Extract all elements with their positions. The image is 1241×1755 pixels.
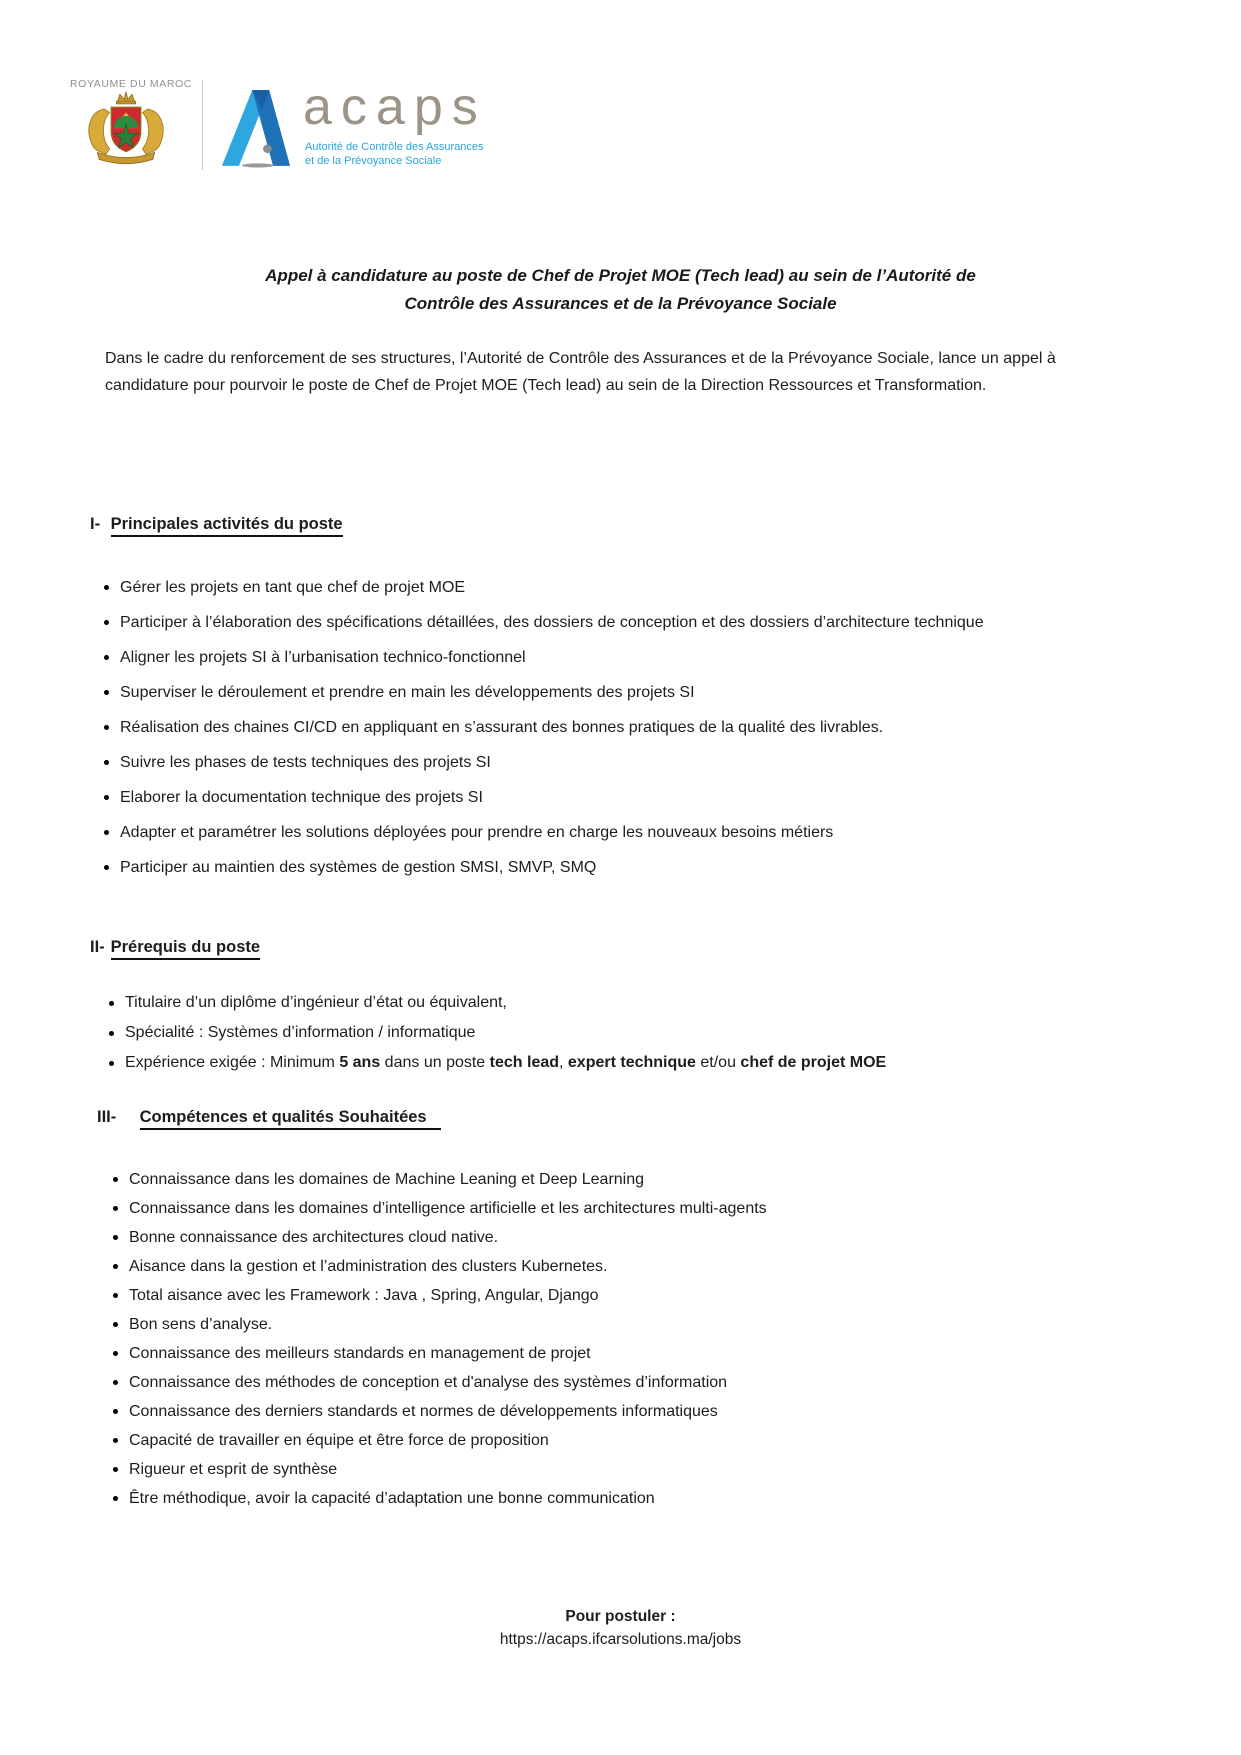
logo-wordmark: acaps bbox=[303, 78, 487, 136]
document-title-line2: Contrôle des Assurances et de la Prévoyance Sociale bbox=[404, 294, 837, 313]
list-item bbox=[108, 1018, 1138, 1048]
list-item bbox=[103, 640, 1137, 675]
bullet-icon bbox=[104, 795, 109, 800]
apply-label: Pour postuler : bbox=[565, 1608, 676, 1625]
bullet-icon bbox=[104, 760, 109, 765]
section-2-number: II- bbox=[90, 938, 105, 956]
bullet-icon bbox=[113, 1467, 118, 1472]
document-title bbox=[0, 262, 1241, 318]
bullet-icon bbox=[113, 1264, 118, 1269]
bullet-text: Total aisance avec les Framework : Java , Spring, Angular, Django bbox=[129, 1287, 599, 1304]
list-item bbox=[112, 1223, 1138, 1252]
list-item bbox=[103, 570, 1137, 605]
list-item bbox=[112, 1397, 1138, 1426]
bullet-text: Bon sens d’analyse. bbox=[129, 1316, 273, 1333]
bullet-icon bbox=[109, 1001, 114, 1006]
bullet-icon bbox=[104, 620, 109, 625]
list-item bbox=[112, 1339, 1138, 1368]
acaps-a-icon bbox=[220, 88, 292, 168]
list-item bbox=[103, 675, 1137, 710]
bullet-icon bbox=[104, 585, 109, 590]
bullet-text: Participer à l’élaboration des spécifications détaillées, des dossiers de conception et des dossiers d’architecture technique bbox=[120, 614, 984, 631]
list-item bbox=[112, 1165, 1138, 1194]
bullet-icon bbox=[113, 1438, 118, 1443]
bullet-icon bbox=[113, 1380, 118, 1385]
section-2-list bbox=[108, 988, 1138, 1078]
list-item bbox=[103, 815, 1137, 850]
bullet-icon bbox=[113, 1206, 118, 1211]
bullet-icon bbox=[104, 865, 109, 870]
list-item bbox=[112, 1194, 1138, 1223]
bullet-icon bbox=[113, 1235, 118, 1240]
list-item bbox=[112, 1310, 1138, 1339]
section-3-title: Compétences et qualités Souhaitées bbox=[140, 1108, 441, 1130]
logo-tagline-line1: Autorité de Contrôle des Assurances bbox=[305, 141, 484, 153]
bullet-text: Connaissance des derniers standards et normes de développements informatiques bbox=[129, 1403, 718, 1420]
bullet-text: Suivre les phases de tests techniques des projets SI bbox=[120, 754, 491, 771]
morocco-coat-of-arms-icon bbox=[78, 90, 174, 168]
bullet-icon bbox=[113, 1293, 118, 1298]
bullet-text: Connaissance des méthodes de conception et d'analyse des systèmes d’information bbox=[129, 1374, 728, 1391]
bullet-text: Rigueur et esprit de synthèse bbox=[129, 1461, 338, 1478]
section-1-title: Principales activités du poste bbox=[111, 515, 343, 537]
logo-tagline-line2: et de la Prévoyance Sociale bbox=[305, 155, 442, 167]
list-item bbox=[103, 745, 1137, 780]
bullet-text: Elaborer la documentation technique des projets SI bbox=[120, 789, 483, 806]
bullet-text: Capacité de travailler en équipe et être force de proposition bbox=[129, 1432, 549, 1449]
bullet-text: Aisance dans la gestion et l’administration des clusters Kubernetes. bbox=[129, 1258, 608, 1275]
bullet-text: Expérience exigée : Minimum 5 ans dans un poste tech lead, expert technique et/ou chef de projet MOE bbox=[125, 1054, 887, 1071]
section-3-list bbox=[112, 1165, 1138, 1513]
list-item bbox=[112, 1455, 1138, 1484]
bullet-icon bbox=[113, 1409, 118, 1414]
apply-url: https://acaps.ifcarsolutions.ma/jobs bbox=[499, 1631, 742, 1648]
section-1-list bbox=[103, 570, 1137, 885]
bullet-text: Aligner les projets SI à l’urbanisation technico-fonctionnel bbox=[120, 649, 526, 666]
bullet-icon bbox=[104, 690, 109, 695]
section-1-heading bbox=[90, 515, 343, 534]
bullet-icon bbox=[104, 725, 109, 730]
list-item bbox=[103, 710, 1137, 745]
bullet-text: Gérer les projets en tant que chef de projet MOE bbox=[120, 579, 466, 596]
list-item bbox=[103, 605, 1137, 640]
bullet-icon bbox=[104, 830, 109, 835]
bullet-icon bbox=[113, 1177, 118, 1182]
kingdom-label: ROYAUME DU MAROC bbox=[70, 78, 192, 90]
bullet-text: Superviser le déroulement et prendre en main les développements des projets SI bbox=[120, 684, 695, 701]
list-item bbox=[103, 780, 1137, 815]
document-title-line1: Appel à candidature au poste de Chef de Projet MOE (Tech lead) au sein de l’Autorité de bbox=[265, 266, 976, 285]
list-item bbox=[108, 988, 1138, 1018]
list-item bbox=[112, 1368, 1138, 1397]
section-3-number: III- bbox=[97, 1108, 117, 1126]
list-item bbox=[112, 1426, 1138, 1455]
list-item bbox=[112, 1281, 1138, 1310]
bullet-text: Participer au maintien des systèmes de gestion SMSI, SMVP, SMQ bbox=[120, 859, 597, 876]
list-item bbox=[103, 850, 1137, 885]
list-item bbox=[112, 1252, 1138, 1281]
bullet-icon bbox=[109, 1031, 114, 1036]
bullet-icon bbox=[104, 655, 109, 660]
bullet-text: Connaissance dans les domaines de Machine Leaning et Deep Learning bbox=[129, 1171, 645, 1188]
bullet-icon bbox=[113, 1322, 118, 1327]
logo-tagline bbox=[305, 140, 484, 168]
list-item bbox=[108, 1048, 1138, 1078]
section-2-heading bbox=[90, 938, 260, 957]
bullet-text: Titulaire d’un diplôme d’ingénieur d’état ou équivalent, bbox=[125, 994, 507, 1011]
header bbox=[0, 0, 1241, 190]
bullet-icon bbox=[113, 1351, 118, 1356]
section-1-number: I- bbox=[90, 515, 101, 533]
bullet-text: Spécialité : Systèmes d’information / informatique bbox=[125, 1024, 476, 1041]
header-divider bbox=[202, 80, 203, 170]
bullet-text: Réalisation des chaines CI/CD en appliquant en s’assurant des bonnes pratiques de la qualité des livrables. bbox=[120, 719, 884, 736]
bullet-text: Adapter et paramétrer les solutions déployées pour prendre en charge les nouveaux besoins métiers bbox=[120, 824, 834, 841]
section-3-heading bbox=[97, 1108, 441, 1127]
list-item bbox=[112, 1484, 1138, 1513]
bullet-text: Bonne connaissance des architectures cloud native. bbox=[129, 1229, 499, 1246]
footer bbox=[0, 1608, 1241, 1649]
intro-paragraph: Dans le cadre du renforcement de ses structures, l’Autorité de Contrôle des Assurances et de la Prévoyance Sociale, lance un appel à candidature pour pourvoir le poste de Chef de Projet MOE (Tech lead) au sein de la Direction Ressources et Transformation. bbox=[105, 350, 1056, 394]
bullet-text: Connaissance des meilleurs standards en management de projet bbox=[129, 1345, 591, 1362]
section-2-title: Prérequis du poste bbox=[111, 938, 260, 960]
bullet-icon bbox=[109, 1061, 114, 1066]
bullet-icon bbox=[113, 1496, 118, 1501]
bullet-text: Connaissance dans les domaines d’intelligence artificielle et les architectures multi-agents bbox=[129, 1200, 767, 1217]
bullet-text: Être méthodique, avoir la capacité d’adaptation une bonne communication bbox=[129, 1490, 655, 1507]
